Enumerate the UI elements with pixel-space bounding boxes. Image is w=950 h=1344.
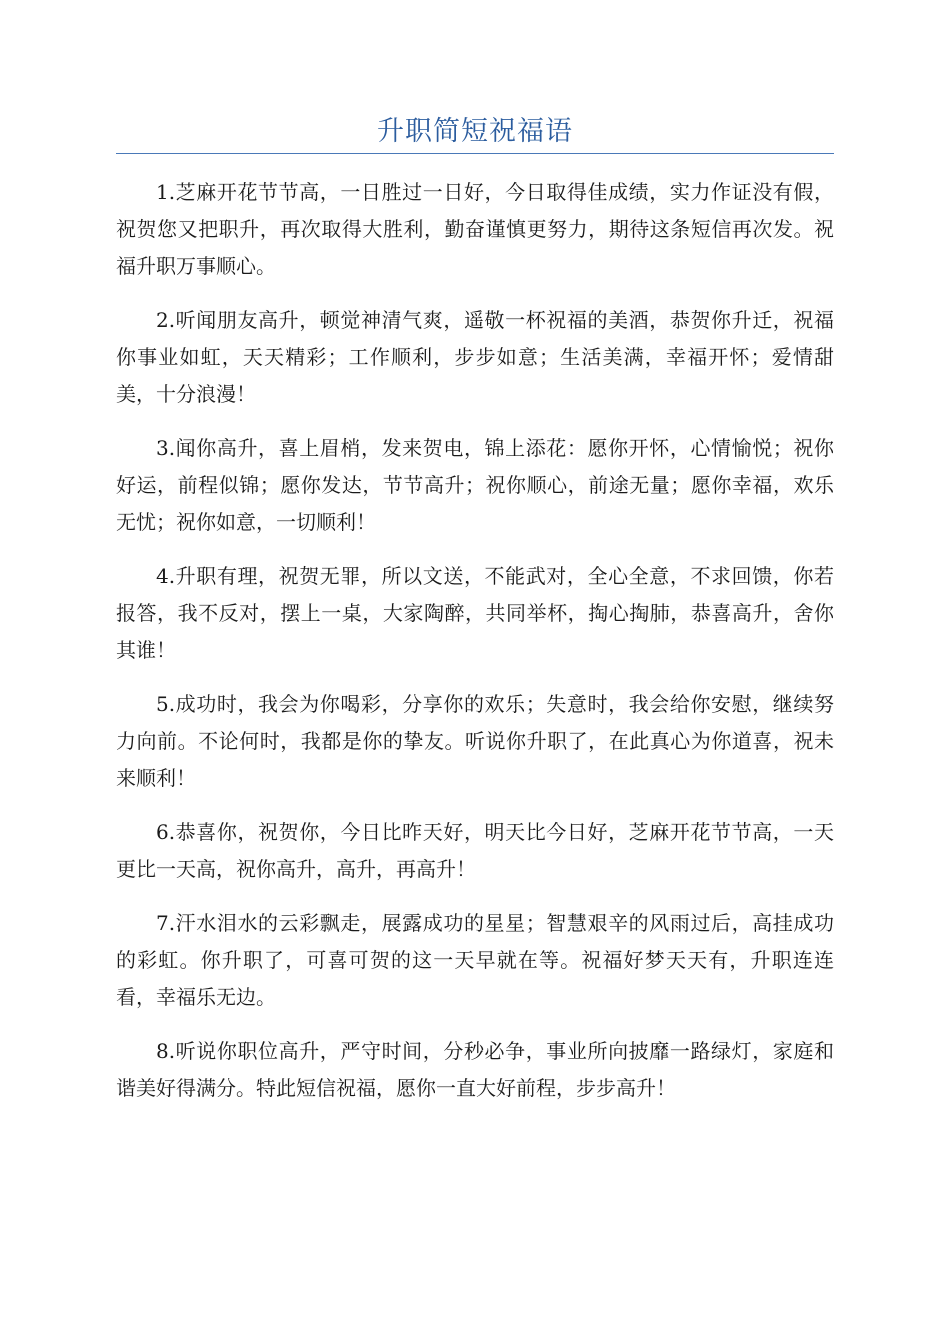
page-title: 升职简短祝福语	[377, 116, 573, 147]
paragraph-8: 8.听说你职位高升，严守时间，分秒必争，事业所向披靡一路绿灯，家庭和谐美好得满分。特此短信祝福，愿你一直大好前程，步步高升！	[116, 1039, 834, 1100]
paragraph-5: 5.成功时，我会为你喝彩，分享你的欢乐；失意时，我会给你安慰，继续努力向前。不论何时，我都是你的挚友。听说你升职了，在此真心为你道喜，祝未来顺利！	[116, 692, 834, 790]
title-underline	[116, 153, 834, 154]
paragraph-2: 2.听闻朋友高升，顿觉神清气爽，遥敬一杯祝福的美酒，恭贺你升迁，祝福你事业如虹，天天精彩；工作顺利，步步如意；生活美满，幸福开怀；爱情甜美，十分浪漫！	[116, 308, 834, 406]
paragraph-3: 3.闻你高升，喜上眉梢，发来贺电，锦上添花：愿你开怀，心情愉悦；祝你好运，前程似锦；愿你发达，节节高升；祝你顺心，前途无量；愿你幸福，欢乐无忧；祝你如意，一切顺利！	[116, 436, 834, 534]
paragraph-1: 1.芝麻开花节节高，一日胜过一日好，今日取得佳成绩，实力作证没有假，祝贺您又把职升，再次取得大胜利，勤奋谨慎更努力，期待这条短信再次发。祝福升职万事顺心。	[116, 180, 834, 278]
document-body	[116, 174, 834, 1124]
paragraph-6: 6.恭喜你，祝贺你，今日比昨天好，明天比今日好，芝麻开花节节高，一天更比一天高，祝你高升，高升，再高升！	[116, 820, 834, 881]
paragraph-7: 7.汗水泪水的云彩飘走，展露成功的星星；智慧艰辛的风雨过后，高挂成功的彩虹。你升职了，可喜可贺的这一天早就在等。祝福好梦天天有，升职连连看，幸福乐无边。	[116, 911, 834, 1009]
paragraph-4: 4.升职有理，祝贺无罪，所以文送，不能武对，全心全意，不求回馈，你若报答，我不反对，摆上一桌，大家陶醉，共同举杯，掏心掏肺，恭喜高升，舍你其谁！	[116, 564, 834, 662]
